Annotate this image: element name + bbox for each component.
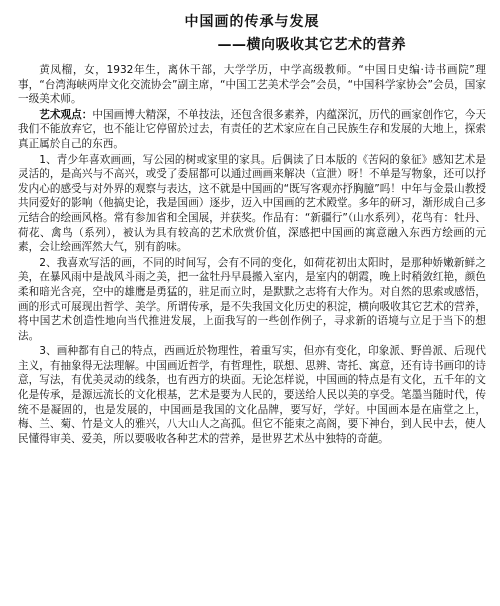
article-title: 中国画的传承与发展 — [184, 14, 320, 30]
paragraph-1: 1、青少年喜欢画画，写公园的树或家里的家具。后偶读了日本版的《苦闷的象征》感知艺术是灵活的，是高兴与不高兴，或受了委屈都可以通过画画来解决（宣泄）呀！不单是写物象，还可以抒发内心的感受与对外界的观察与表达，这不就是中国画的“既写客观亦抒胸臆”吗！中年与金景山教授共同爱好的影响（他搞史论，我是国画）逐步，迈入中国画的艺术殿堂。多年的研习，渐形成自己多元结合的绘画风格。常有参加省和全国展，并获奖。作品有：“新疆行”（山水系列），花鸟有：牡丹、荷花、禽鸟（系列），被认为具有较高的艺术欣赏价值，深感把中国画的寓意融入东西方绘画的元素，会让绘画浑然大气，别有韵味。 — [18, 153, 486, 254]
paragraph-2: 2、我喜欢写活的画，不同的时间写，会有不同的变化，如荷花初出太阳时，是那种娇嫩新鲜之美，在暴风雨中是战风斗雨之美，把一盆牡丹早晨搬入室内，是室内的朝霞，晚上时稍敛红艳，颜色柔和暗光含亮，空中的雄鹰是勇猛的，驻足而立时，是默默之志将有大作为。对自然的思索或感悟，画的形式可展现出哲学、美学。所谓传承，是不失我国文化历史的积淀，横向吸收其它艺术的营养，将中国艺术创造性地向当代推进发展，上面我写的一些创作例子，寻求新的语境与立足于当下的想法。 — [18, 256, 486, 342]
author-intro: 黄凤榴，女，1932年生，离休干部，大学学历，中学高级教师。“中国日史编·诗书画院”理事，“台湾海峡两岸文化交流协会”副主席，“中国工艺美术学会”会员，“中国科学家协会”会员，国家一级美术师。 — [18, 64, 486, 106]
paragraph-3: 3、画种都有自己的特点，西画近於物理性，着重写实，但亦有变化，印象派、野兽派、后现代主义，有抽象得无法理解。中国画近哲学，有哲理性，联想、思辨、寄托、寓意，还有诗书画印的诗意，写法，有优美灵动的线条，也有西方的块面。无论怎样说，中国画的特点是有文化，五千年的文化是传承，是源远流长的文化根基，艺术是要为人民的，要送给人民以美的享受。笔墨当随时代，传统不是凝固的，也是发展的，中国画是我国的文化品牌，要写好，学好。中国画本是在庙堂之上，梅、兰、菊、竹是文人的雅兴，八大山人之高孤。但它不能束之高阁，要下神台，到人民中去，使人民懂得审美、爱美，所以要吸收各种艺术的营养，是世界艺术丛中独特的奇葩。 — [18, 345, 486, 445]
art-viewpoint — [18, 108, 486, 152]
viewpoint-text: 中国画博大精深，不单技法，还包含很多素养，内蕴深沉，历代的画家创作它，今天我们不能放弃它，也不能让它停留於过去，有责任的艺术家应在自己民族生存和发展的大地上，探索真正属於自己的东西。 — [18, 108, 487, 150]
article-subtitle: ——横向吸收其它艺术的营养 — [217, 37, 406, 53]
viewpoint-label: 艺术观点： — [39, 108, 93, 121]
